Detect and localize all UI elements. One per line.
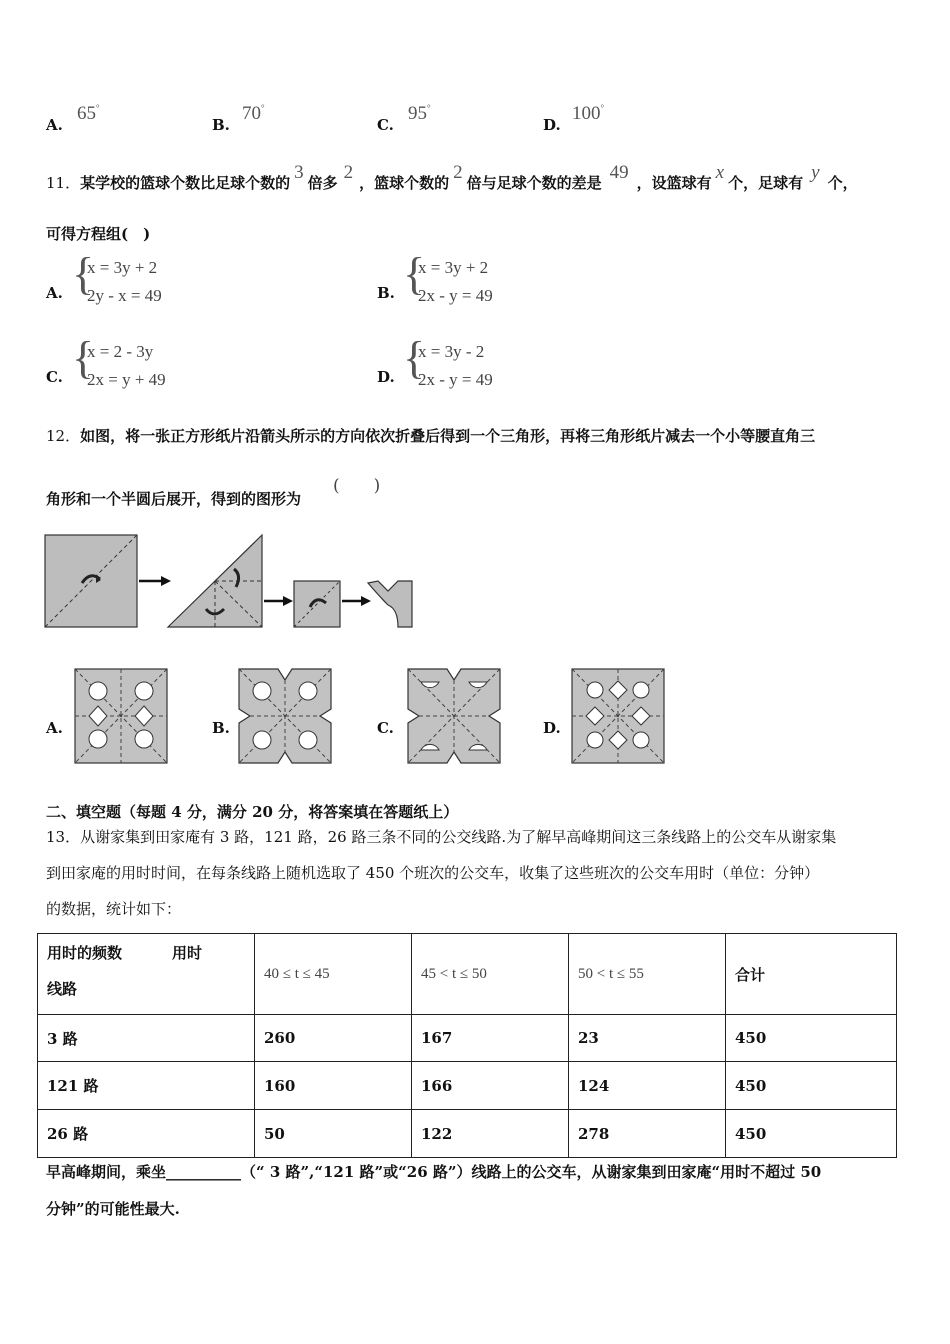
option-label: C. xyxy=(377,116,394,134)
q12-question-line2: 角形和一个半圆后展开，得到的图形为 xyxy=(46,490,302,508)
option-label: B. xyxy=(212,116,230,134)
table-header-cell: 45 < t ≤ 50 xyxy=(412,934,569,1015)
frequency-table xyxy=(37,933,897,1158)
q11-question-line2: 可得方程组( ) xyxy=(46,225,151,243)
q13-question-after2: 分钟”的可能性最大. xyxy=(46,1200,180,1218)
arrow-icon xyxy=(139,576,171,586)
q11-question-line1: 11．某学校的篮球个数比足球个数的 3 倍多 2 ，篮球个数的 2 倍与足球个数的差是 49 ，设篮球有 x 个，足球有 y 个， xyxy=(46,162,858,192)
q10-option-c-value: 95° xyxy=(408,103,431,124)
q12-option-c-figure xyxy=(407,668,501,764)
q11-option-b-label: B. xyxy=(377,284,395,302)
triangle-paper xyxy=(168,535,262,627)
table-cell: 124 xyxy=(569,1062,726,1110)
brace-icon: { xyxy=(72,248,95,299)
q13-question-line1: 13．从谢家集到田家庵有 3 路，121 路，26 路三条不同的公交线路.为了解早高峰期间这三条线路上的公交车从谢家集 xyxy=(46,828,837,846)
option-label: A. xyxy=(46,116,63,134)
q10-option-d-value: 100° xyxy=(572,103,605,124)
table-header-cell: 合计 xyxy=(726,934,897,1015)
q10-option-a-value: 65° xyxy=(77,103,100,124)
arrow-icon xyxy=(264,596,293,606)
table-cell: 278 xyxy=(569,1110,726,1158)
table-cell: 26 路 xyxy=(38,1110,255,1158)
q13-question-after1: 早高峰期间，乘坐__________（“ 3 路”,“121 路”或“26 路”）线路上的公交车，从谢家集到田家庵“用时不超过 50 xyxy=(46,1163,822,1181)
q12-question-line1: 12．如图，将一张正方形纸片沿箭头所示的方向依次折叠后得到一个三角形，再将三角形纸片减去一个小等腰直角三 xyxy=(46,427,816,445)
table-row xyxy=(38,1015,897,1062)
q10-option-d xyxy=(543,114,561,136)
q11-option-d-label: D. xyxy=(377,368,395,386)
q11-option-d-eq2: 2x - y = 49 xyxy=(418,370,493,389)
q11-option-c-label: C. xyxy=(46,368,63,386)
q12-option-a-label: A. xyxy=(46,719,63,737)
q11-option-b-eq2: 2x - y = 49 xyxy=(418,286,493,305)
q11-option-b-eq1: x = 3y + 2 xyxy=(418,258,489,277)
table-row xyxy=(38,1062,897,1110)
table-cell: 23 xyxy=(569,1015,726,1062)
q11-option-c-eq1: x = 2 - 3y xyxy=(87,342,154,361)
brace-icon: { xyxy=(72,332,95,383)
table-header-row xyxy=(38,934,897,1015)
table-header-cell: 50 < t ≤ 55 xyxy=(569,934,726,1015)
q10-option-b xyxy=(212,114,230,136)
q12-option-d-label: D. xyxy=(543,719,561,737)
q10-option-a xyxy=(46,114,63,136)
table-cell: 450 xyxy=(726,1110,897,1158)
folding-process-figure xyxy=(44,533,419,633)
table-cell: 122 xyxy=(412,1110,569,1158)
small-square-paper xyxy=(294,581,340,627)
full-square-paper xyxy=(45,535,137,627)
q10-option-b-value: 70° xyxy=(242,103,265,124)
q13-question-line2: 到田家庵的用时时间，在每条线路上随机选取了 450 个班次的公交车，收集了这些班次的公交车用时（单位：分钟） xyxy=(46,864,820,882)
table-cell: 167 xyxy=(412,1015,569,1062)
table-cell: 3 路 xyxy=(38,1015,255,1062)
q12-option-d-figure xyxy=(571,668,665,764)
q13-question-line3: 的数据，统计如下： xyxy=(46,900,182,918)
q12-option-c-label: C. xyxy=(377,719,394,737)
table-header-cell: 40 ≤ t ≤ 45 xyxy=(255,934,412,1015)
q12-option-b-label: B. xyxy=(212,719,230,737)
q11-option-a-eq2: 2y - x = 49 xyxy=(87,286,162,305)
brace-icon: { xyxy=(403,332,426,383)
folding-process-svg xyxy=(44,533,419,633)
brace-icon: { xyxy=(403,248,426,299)
table-corner-cell xyxy=(38,934,255,1015)
q11-option-a-label: A. xyxy=(46,284,63,302)
q11-option-d-eq1: x = 3y - 2 xyxy=(418,342,485,361)
table-cell: 50 xyxy=(255,1110,412,1158)
corner-top-left: 用时的频数 xyxy=(47,944,123,962)
q12-option-a-figure xyxy=(74,668,168,764)
option-label: D. xyxy=(543,116,561,134)
table-cell: 450 xyxy=(726,1015,897,1062)
arrow-icon xyxy=(342,596,371,606)
corner-top-right: 用时 xyxy=(172,944,203,962)
q11-option-a-eq1: x = 3y + 2 xyxy=(87,258,158,277)
table-cell: 450 xyxy=(726,1062,897,1110)
q12-answer-paren: ( ) xyxy=(333,476,381,496)
q10-option-c xyxy=(377,114,394,136)
table-cell: 160 xyxy=(255,1062,412,1110)
q11-option-c-eq2: 2x = y + 49 xyxy=(87,370,166,389)
cut-paper xyxy=(368,581,412,627)
q12-option-b-figure xyxy=(238,668,332,764)
corner-bottom: 线路 xyxy=(47,980,78,998)
table-row xyxy=(38,1110,897,1158)
table-cell: 260 xyxy=(255,1015,412,1062)
table-cell: 121 路 xyxy=(38,1062,255,1110)
section-heading: 二、填空题（每题 4 分，满分 20 分，将答案填在答题纸上） xyxy=(46,803,459,821)
table-cell: 166 xyxy=(412,1062,569,1110)
